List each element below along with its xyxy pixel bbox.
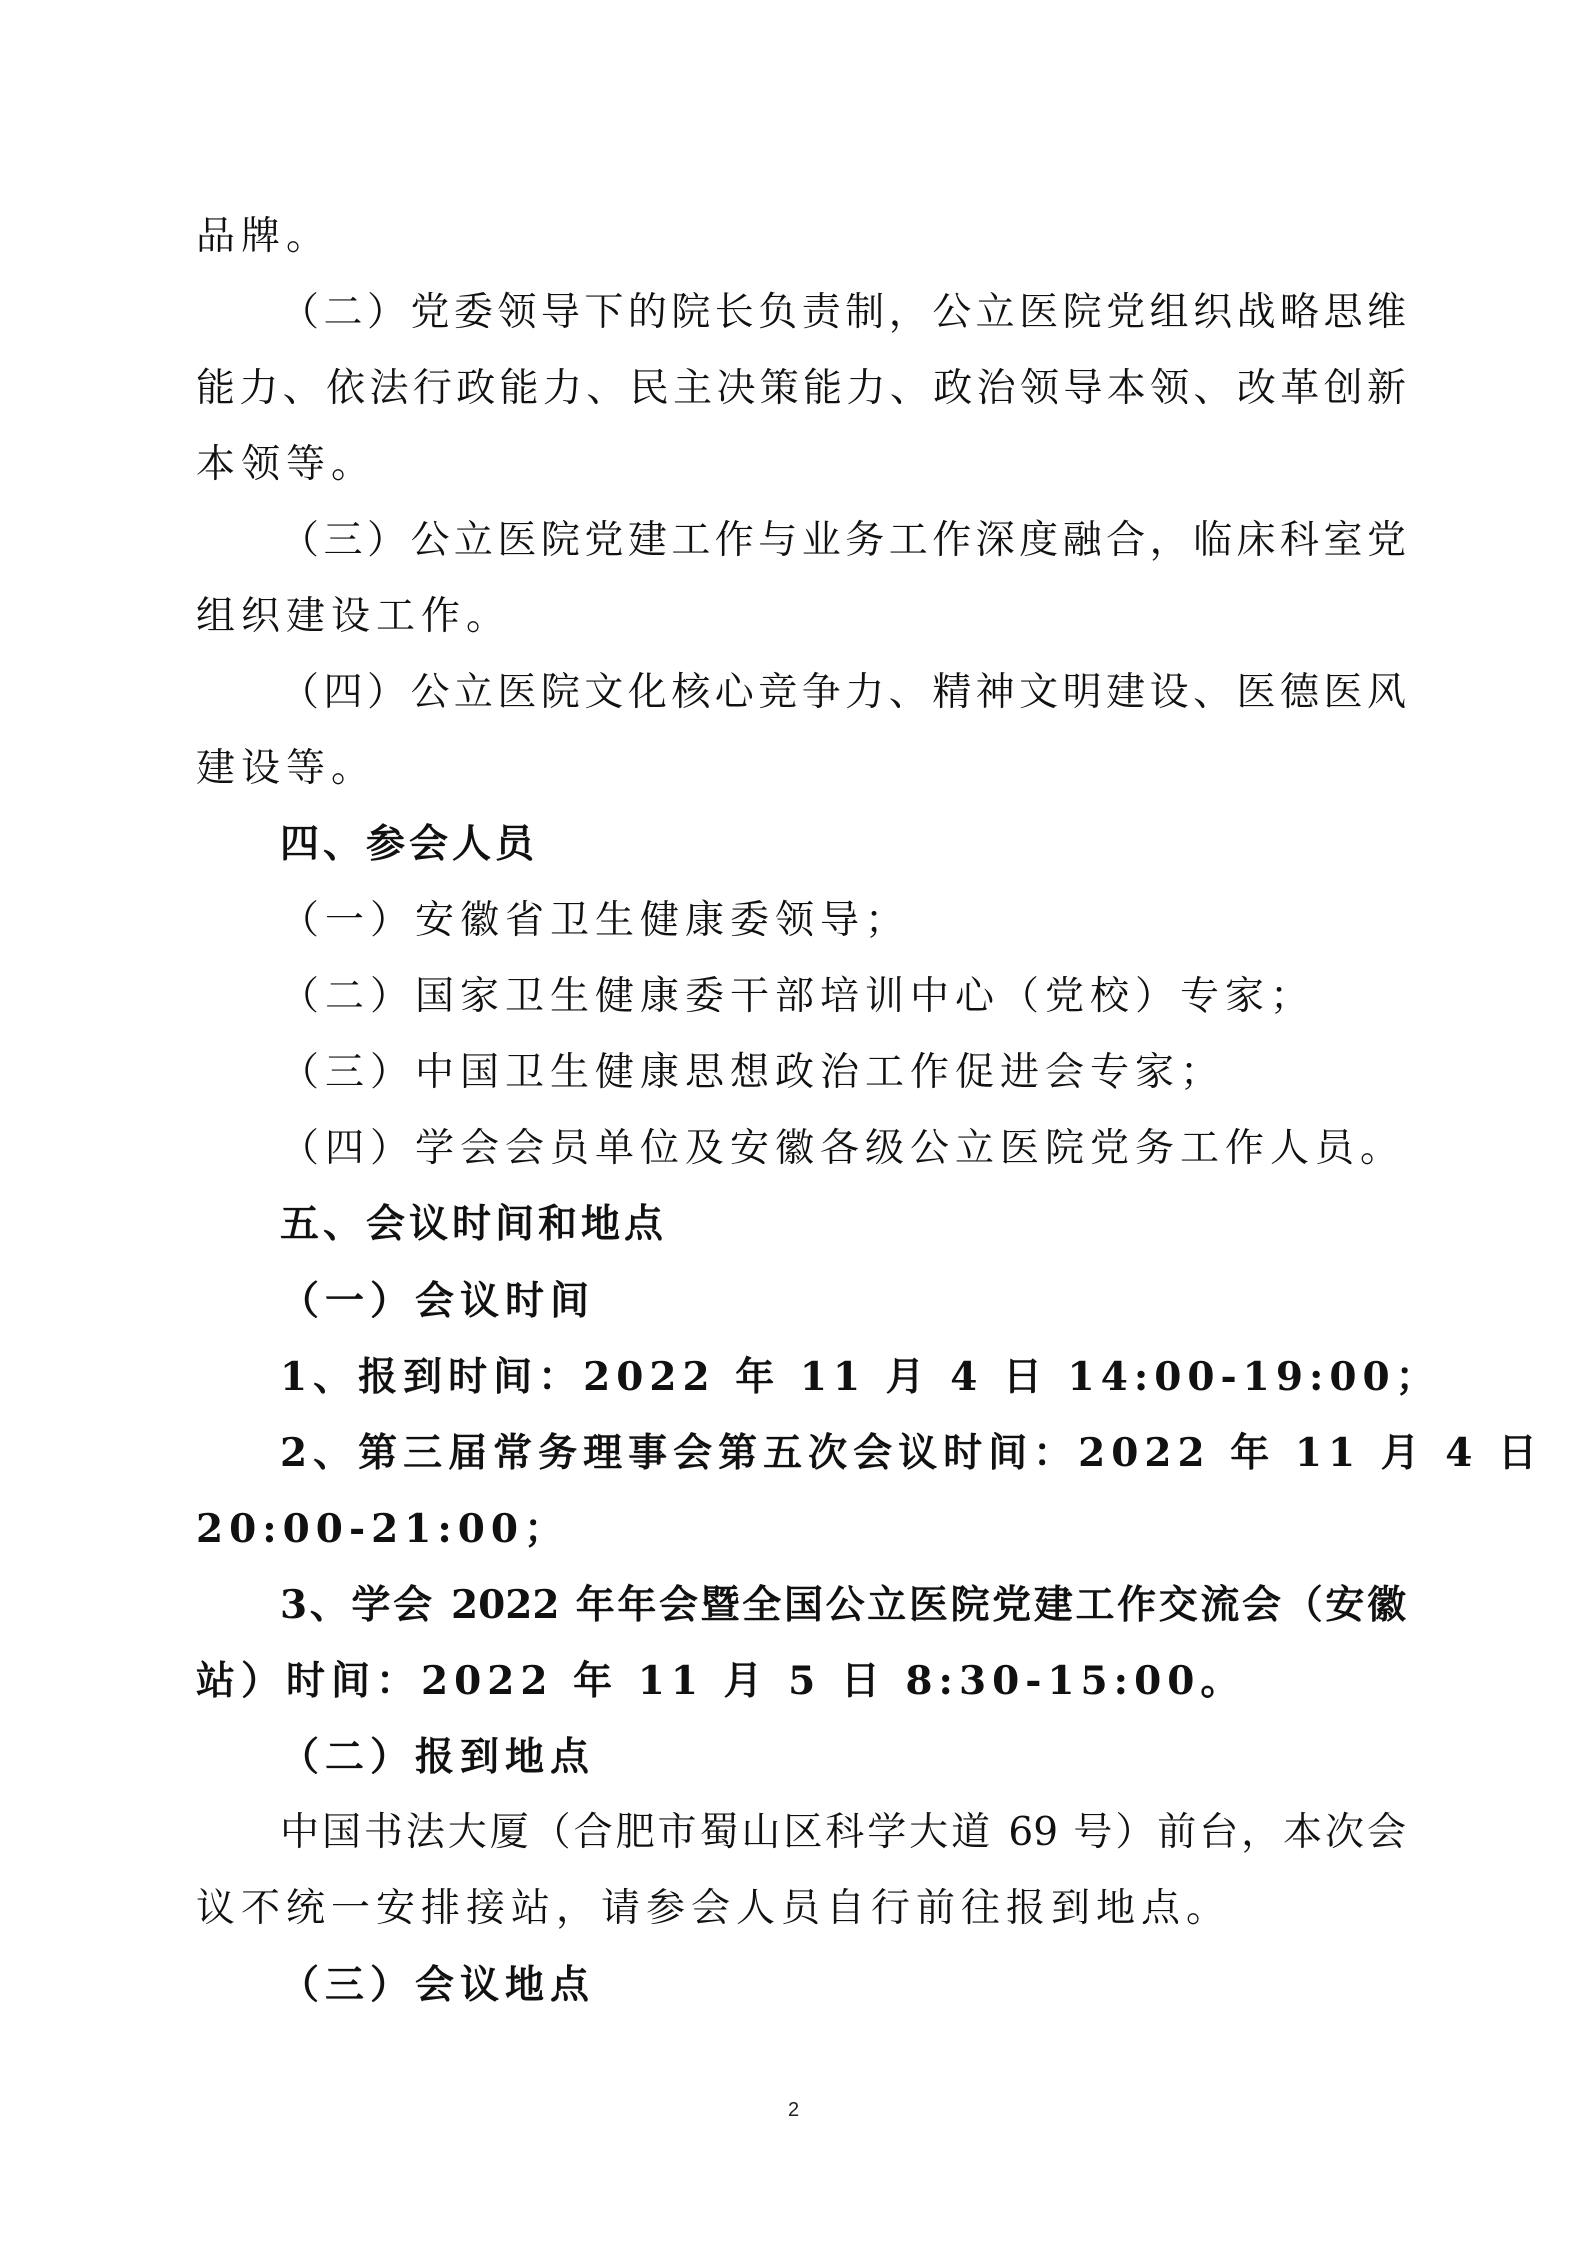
list-item: （三）中国卫生健康思想政治工作促进会专家； <box>280 1050 1226 1095</box>
section-heading: 四、参会人员 <box>280 822 539 867</box>
subsection-heading: （二）报到地点 <box>280 1734 596 1780</box>
list-item: （一）安徽省卫生健康委领导； <box>280 898 911 943</box>
list-item: 3、学会 2022 年年会暨全国公立医院党建工作交流会（安徽 <box>280 1582 1406 1628</box>
subsection-heading: （三）会议地点 <box>280 1962 596 2008</box>
paragraph-line: 中国书法大厦（合肥市蜀山区科学大道 69 号）前台，本次会 <box>280 1810 1406 1855</box>
paragraph-line: 品牌。 <box>196 214 332 259</box>
paragraph-line: 站）时间：2022 年 11 月 5 日 8:30-15:00。 <box>196 1658 1246 1704</box>
list-item: （二）国家卫生健康委干部培训中心（党校）专家； <box>280 974 1316 1019</box>
list-item: 2、第三届常务理事会第五次会议时间：2022 年 11 月 4 日 <box>280 1430 1543 1476</box>
list-item: 1、报到时间：2022 年 11 月 4 日 14:00-19:00； <box>280 1354 1441 1400</box>
page-number: 2 <box>787 2099 800 2121</box>
paragraph-line: 本领等。 <box>196 442 377 487</box>
paragraph-line: （四）公立医院文化核心竞争力、精神文明建设、医德医风 <box>280 670 1406 715</box>
paragraph-line: 能力、依法行政能力、民主决策能力、政治领导本领、改革创新 <box>196 366 1406 411</box>
paragraph-line: （二）党委领导下的院长负责制，公立医院党组织战略思维 <box>280 290 1406 335</box>
paragraph-line: 议不统一安排接站，请参会人员自行前往报到地点。 <box>196 1886 1232 1931</box>
list-item: （四）学会会员单位及安徽各级公立医院党务工作人员。 <box>280 1126 1406 1171</box>
paragraph-line: 组织建设工作。 <box>196 594 512 639</box>
subsection-heading: （一）会议时间 <box>280 1278 596 1324</box>
section-heading: 五、会议时间和地点 <box>280 1202 668 1247</box>
paragraph-line: 建设等。 <box>196 746 377 791</box>
paragraph-line: （三）公立医院党建工作与业务工作深度融合，临床科室党 <box>280 518 1406 563</box>
paragraph-line: 20:00-21:00； <box>196 1506 570 1552</box>
